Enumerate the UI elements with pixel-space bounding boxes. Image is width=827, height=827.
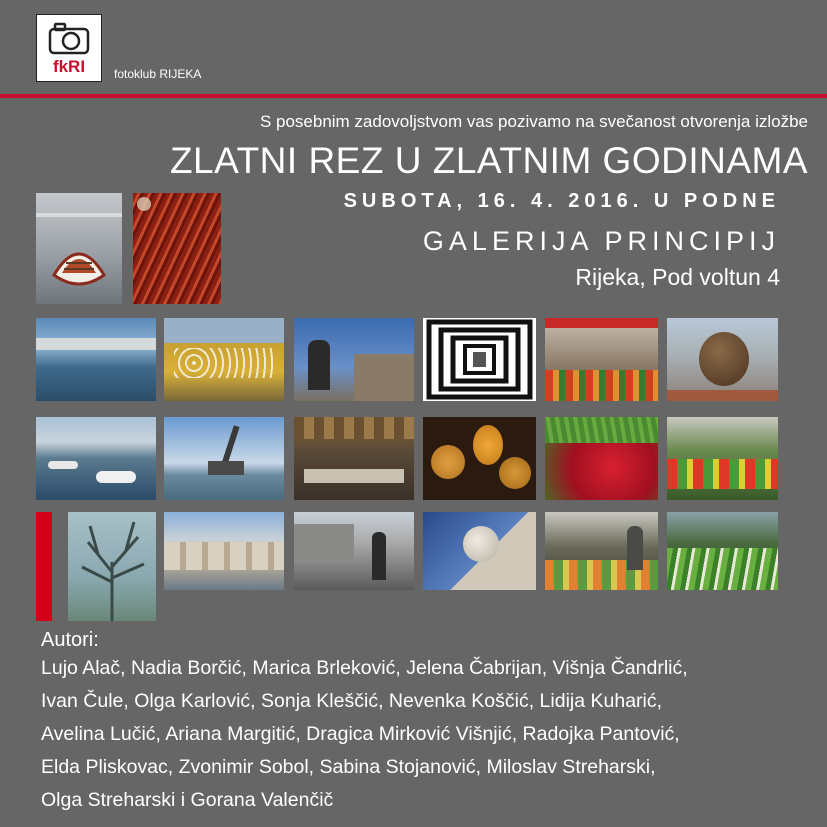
photo-pumpkins <box>423 417 536 500</box>
logo-text: fkRI <box>52 57 86 76</box>
venue-name: GALERIJA PRINCIPIJ <box>422 226 780 256</box>
photo-cherub-relief <box>423 512 536 590</box>
authors-label: Autori: <box>41 629 99 651</box>
photo-red-net <box>133 193 221 304</box>
photo-produce-stalls <box>667 417 778 500</box>
photo-radishes <box>545 417 658 500</box>
authors-line: Ivan Čule, Olga Karlović, Sonja Kleščić, Nevenka Koščić, Lidija Kuharić, <box>41 690 663 712</box>
club-name: fotoklub RIJEKA <box>114 67 202 81</box>
photo-harbor-crane <box>164 417 284 500</box>
authors-line: Lujo Alač, Nadia Borčić, Marica Brleković, Jelena Čabrijan, Višnja Čandrlić, <box>41 657 688 679</box>
exhibition-title: ZLATNI REZ U ZLATNIM GODINAMA <box>169 140 808 181</box>
photo-statue-square <box>294 318 414 401</box>
photo-striped-corridor <box>423 318 536 401</box>
photo-bare-tree <box>68 512 156 621</box>
photo-boats-marina <box>36 417 156 500</box>
club-logo <box>36 14 102 82</box>
photo-rowboat <box>36 193 122 304</box>
photo-man-statue <box>294 512 414 590</box>
photo-fish-market-hall <box>294 417 414 500</box>
photo-fishing-nets <box>164 318 284 401</box>
camera-icon <box>47 21 91 55</box>
photo-sphere-sculpture <box>667 318 778 401</box>
authors-line: Avelina Lučić, Ariana Margitić, Dragica Mirković Višnjić, Radojka Pantović, <box>41 723 680 745</box>
photo-city-riva <box>164 512 284 590</box>
red-accent-bar <box>36 512 52 621</box>
venue-address: Rijeka, Pod voltun 4 <box>575 264 780 290</box>
photo-market-stalls <box>545 318 658 401</box>
header-divider <box>0 94 827 98</box>
photo-harbor-reflections <box>36 318 156 401</box>
authors-line: Olga Streharski i Gorana Valenčič <box>41 789 334 811</box>
authors-line: Elda Pliskovac, Zvonimir Sobol, Sabina Stojanović, Miloslav Streharski, <box>41 756 656 778</box>
photo-market-crowd <box>545 512 658 590</box>
invitation-intro: S posebnim zadovoljstvom vas pozivamo na svečanost otvorenja izložbe <box>259 112 808 131</box>
photo-green-vegetables <box>667 512 778 590</box>
event-date: SUBOTA, 16. 4. 2016. U PODNE <box>343 190 780 212</box>
